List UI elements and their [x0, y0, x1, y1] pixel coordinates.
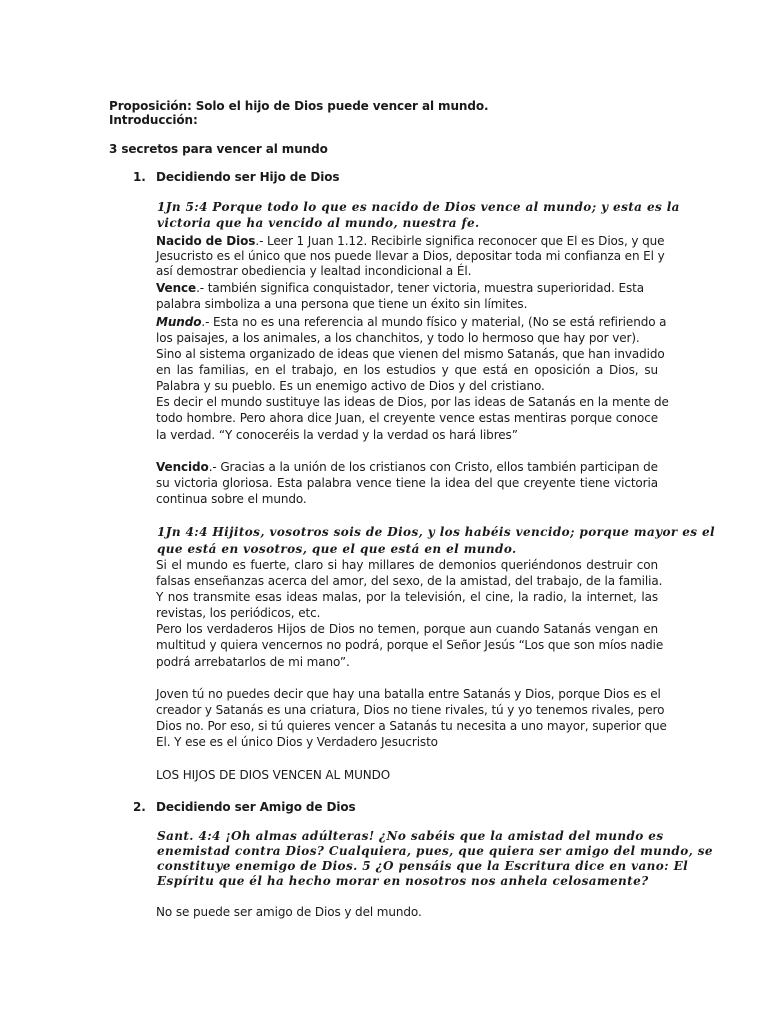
mundo-paragraph-line8: la verdad. “Y conoceréis la verdad y la verdad os hará libres” — [156, 428, 518, 442]
world-paragraph-line2: falsas enseñanzas acerca del amor, del sexo, de la amistad, del trabajo, de la familia. — [156, 574, 663, 588]
world-paragraph-line5: Pero los verdaderos Hijos de Dios no temen, porque aun cuando Satanás vengan en — [156, 622, 658, 636]
mundo-definition-start: .- Esta no es una referencia al mundo físico y material, (No se está refiriendo a — [201, 315, 667, 329]
vencido-definition-start: .- Gracias a la unión de los cristianos con Cristo, ellos también participan de — [208, 460, 658, 474]
vencido-term: Vencido — [156, 460, 209, 474]
world-paragraph-line1: Si el mundo es fuerte, claro si hay millares de demonios queriéndonos destruir con — [156, 558, 658, 572]
verse-sant-4-4-line3: constituye enemigo de Dios. 5 ¿O pensáis que la Escritura dice en vano: El — [157, 859, 689, 873]
youth-paragraph-line1: Joven tú no puedes decir que hay una batalla entre Satanás y Dios, porque Dios es el — [156, 687, 661, 701]
friendship-statement: No se puede ser amigo de Dios y del mundo. — [156, 905, 422, 919]
nacido-paragraph-line2: Jesucristo es el único que nos puede llevar a Dios, depositar toda mi confianza en El y — [156, 249, 665, 263]
verse-sant-4-4-line2: enemistad contra Dios? Cualquiera, pues, que quiera ser amigo del mundo, se — [157, 844, 713, 858]
youth-paragraph-line2: creador y Satanás es una criatura, Dios no tiene rivales, tú y yo tenemos rivales, pero — [156, 703, 665, 717]
verse-1jn-5-4-line2: victoria que ha vencido al mundo, nuestra fe. — [157, 216, 480, 230]
vencido-paragraph-line3: continua sobre el mundo. — [156, 492, 307, 506]
mundo-term: Mundo — [156, 315, 202, 329]
vencido-paragraph-line1 — [156, 460, 658, 474]
nacido-paragraph-line3: así demostrar obediencia y lealtad incondicional a Él. — [156, 264, 472, 278]
verse-sant-4-4-line4: Espíritu que él ha hecho morar en nosotros nos anhela celosamente? — [157, 874, 649, 888]
nacido-term: Nacido de Dios — [156, 234, 256, 248]
mundo-paragraph-line7: todo hombre. Pero ahora dice Juan, el creyente vence estas mentiras porque conoce — [156, 411, 658, 425]
vence-paragraph-line2: palabra simboliza a una persona que tiene un éxito sin límites. — [156, 297, 528, 311]
section-title: 3 secretos para vencer al mundo — [109, 142, 328, 156]
vence-term: Vence — [156, 281, 197, 295]
verse-sant-4-4-line1: Sant. 4:4 ¡Oh almas adúlteras! ¿No sabéis que la amistad del mundo es — [157, 829, 664, 843]
point1-title: Decidiendo ser Hijo de Dios — [156, 170, 340, 184]
verse-1jn-4-4-line1: 1Jn 4:4 Hijitos, vosotros sois de Dios, y los habéis vencido; porque mayor es el — [157, 525, 715, 539]
verse-1jn-5-4-line1: 1Jn 5:4 Porque todo lo que es nacido de Dios vence al mundo; y esta es la — [157, 200, 680, 214]
world-paragraph-line3: Y nos transmite esas ideas malas, por la televisión, el cine, la radio, la internet, las — [156, 590, 658, 604]
mundo-paragraph-line5: Palabra y su pueblo. Es un enemigo activo de Dios y del cristiano. — [156, 379, 545, 393]
proposition-heading: Proposición: Solo el hijo de Dios puede vencer al mundo. — [109, 99, 489, 113]
nacido-paragraph-line1 — [156, 234, 664, 248]
mundo-paragraph-line6: Es decir el mundo sustituye las ideas de Dios, por las ideas de Satanás en la mente de — [156, 395, 669, 409]
point1-number: 1. — [133, 170, 146, 184]
mundo-paragraph-line3: Sino al sistema organizado de ideas que vienen del mismo Satanás, que han invadido — [156, 347, 665, 361]
world-paragraph-line6: multitud y quiera vencernos no podrá, porque el Señor Jesús “Los que son míos nadie — [156, 638, 664, 652]
world-paragraph-line4: revistas, los periódicos, etc. — [156, 606, 321, 620]
point2-number: 2. — [133, 800, 146, 814]
world-paragraph-line7: podrá arrebatarlos de mi mano”. — [156, 655, 350, 669]
verse-1jn-4-4-line2: que está en vosotros, que el que está en el mundo. — [157, 542, 517, 556]
closing-statement: LOS HIJOS DE DIOS VENCEN AL MUNDO — [156, 768, 391, 782]
youth-paragraph-line4: El. Y ese es el único Dios y Verdadero Jesucristo — [156, 735, 438, 749]
mundo-paragraph-line1 — [156, 315, 666, 329]
point2-title: Decidiendo ser Amigo de Dios — [156, 800, 356, 814]
introduction-heading: Introducción: — [109, 113, 198, 127]
vence-paragraph-line1 — [156, 281, 644, 295]
mundo-paragraph-line2: los paisajes, a los animales, a los chanchitos, y todo lo hermoso que hay por ver). — [156, 331, 640, 345]
nacido-definition-start: .- Leer 1 Juan 1.12. Recibirle significa reconocer que El es Dios, y que — [255, 234, 665, 248]
youth-paragraph-line3: Dios no. Por eso, si tú quieres vencer a Satanás tu necesita a uno mayor, superior que — [156, 719, 667, 733]
vencido-paragraph-line2: su victoria gloriosa. Esta palabra vence tiene la idea del que creyente tiene victoria — [156, 476, 658, 490]
mundo-paragraph-line4: en las familias, en el trabajo, en los estudios y que está en oposición a Dios, su — [156, 363, 658, 377]
vence-definition-start: .- también significa conquistador, tener victoria, muestra superioridad. Esta — [196, 281, 644, 295]
